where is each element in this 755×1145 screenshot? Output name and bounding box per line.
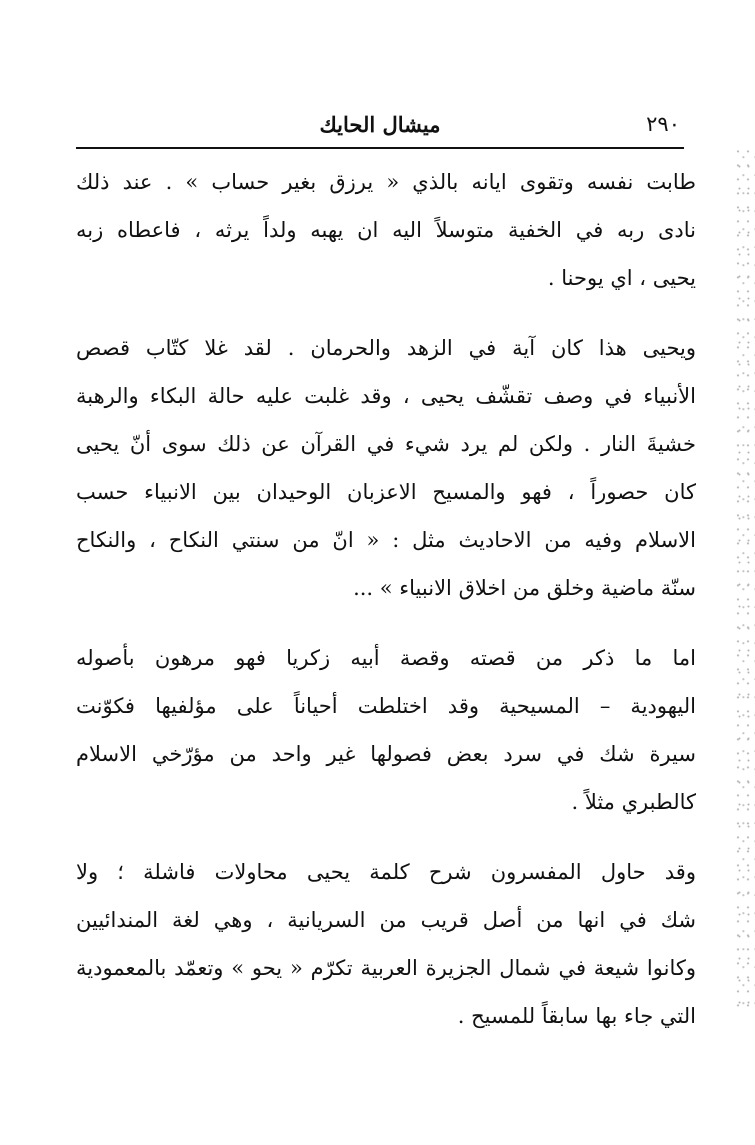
text-line: الأنبياء في وصف تقشّف يحيى ، وقد غلبت عليه حالة البكاء والرهبة (76, 384, 696, 408)
text-line: اليهودية – المسيحية وقد اختلطت أحياناً على مؤلفيها فكوّنت (76, 694, 696, 718)
text-line: سنّة ماضية وخلق من اخلاق الانبياء » ... (353, 576, 696, 600)
text-line: كان حصوراً ، فهو والمسيح الاعزبان الوحيدان بين الانبياء حسب (76, 480, 696, 504)
paragraph-1 (76, 158, 696, 302)
text-line: يحيى ، اي يوحنا . (547, 266, 696, 290)
text-line: خشيةَ النار . ولكن لم يرد شيء في القرآن عن ذلك سوى أنّ يحيى (76, 432, 696, 456)
text-line: نادى ربه في الخفية متوسلاً اليه ان يهبه ولداً يرثه ، فاعطاه زبه (76, 218, 696, 242)
text-line: وقد حاول المفسرون شرح كلمة يحيى محاولات فاشلة ؛ ولا (76, 860, 696, 884)
page-number: ٢٩٠ (646, 112, 680, 136)
paragraph-4 (76, 848, 696, 1040)
running-title: ميشال الحايك (319, 112, 441, 137)
text-line: شك في انها من أصل قريب من السريانية ، وهي لغة المندائيين (76, 908, 696, 932)
text-line: التي جاء بها سابقاً للمسيح . (457, 1004, 696, 1028)
paragraph-3 (76, 634, 696, 826)
body-text (76, 158, 696, 1040)
page-header (80, 108, 680, 148)
scan-speckle (735, 150, 755, 1010)
text-line: سيرة شك في سرد بعض فصولها غير واحد من مؤرّخي الاسلام (76, 742, 696, 766)
text-line: كالطبري مثلاً . (571, 790, 696, 814)
text-line: وكانوا شيعة في شمال الجزيرة العربية تكرّم « يحو » وتعمّد بالمعمودية (76, 956, 696, 980)
text-line: طابت نفسه وتقوى ايانه بالذي « يرزق بغير حساب » . عند ذلك (76, 170, 696, 194)
text-line: ويحيى هذا كان آية في الزهد والحرمان . لقد غلا كتّاب قصص (76, 336, 696, 360)
text-line: الاسلام وفيه من الاحاديث مثل : « انّ من سنتي النكاح ، والنكاح (76, 528, 696, 552)
paragraph-2 (76, 324, 696, 612)
header-rule (76, 147, 684, 149)
text-line: اما ما ذكر من قصته وقصة أبيه زكريا فهو مرهون بأصوله (76, 646, 696, 670)
